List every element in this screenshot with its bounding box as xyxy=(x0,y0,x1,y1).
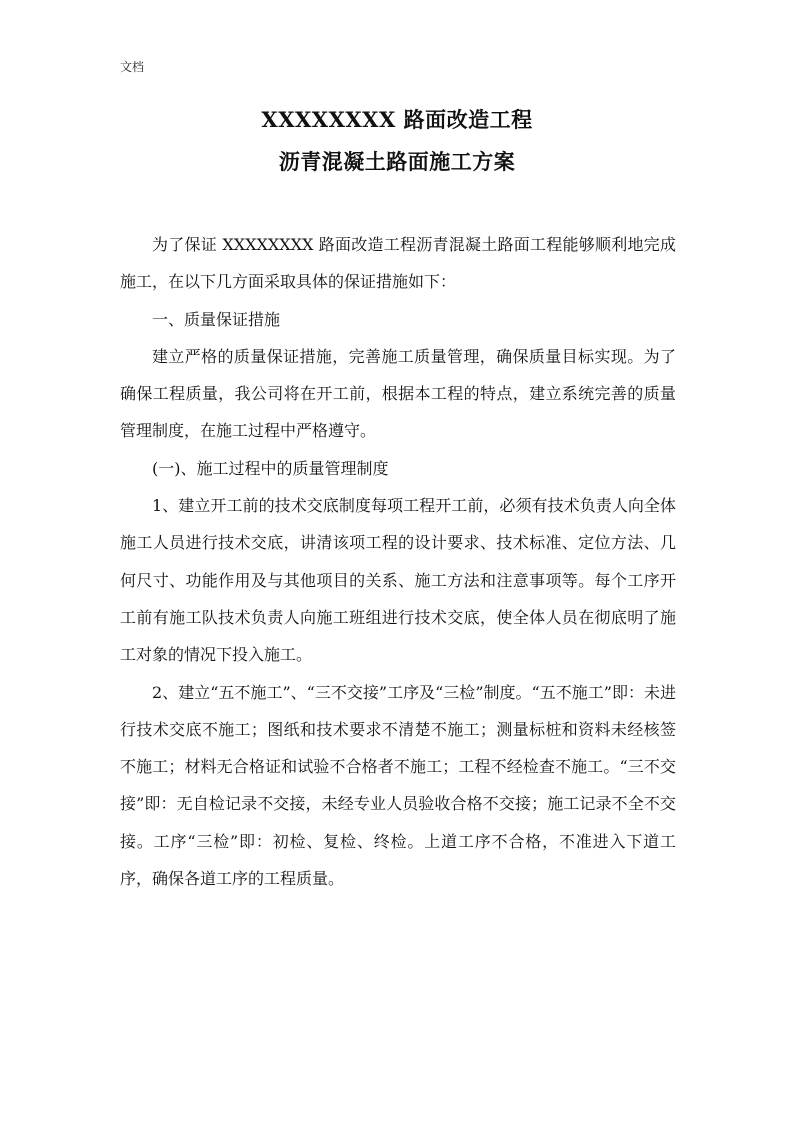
document-title: XXXXXXXX 路面改造工程 xyxy=(261,107,533,132)
paragraph-quality-measures: 建立严格的质量保证措施，完善施工质量管理，确保质量目标实现。为了确保工程质量，我公司将在开工前，根据本工程的特点，建立系统完善的质量管理制度，在施工过程中严格遵守。 xyxy=(120,346,676,441)
paragraph-intro: 为了保证 XXXXXXXX 路面改造工程沥青混凝土路面工程能够顺利地完成施工，在以下几方面采取具体的保证措施如下： xyxy=(120,235,676,292)
header-label: 文档 xyxy=(120,60,145,74)
document-subtitle: 沥青混凝土路面施工方案 xyxy=(278,149,516,174)
subsection-heading: (一)、施工过程中的质量管理制度 xyxy=(152,458,389,478)
paragraph-item-2: 2、建立“五不施工”、“三不交接”工序及“三检”制度。“五不施工”即：未进行技术交底不施工；图纸和技术要求不清楚不施工；测量标桩和资料未经核签不施工；材料无合格证和试验不合格者不施工；工程不经检查不施工。“三不交接”即：无自检记录不交接，未经专业人员验收合格不交接；施工记录不全不交接。工序“三检”即：初检、复检、终检。上道工序不合格，不准进入下道工序，确保各道工序的工程质量。 xyxy=(120,682,676,889)
document-body xyxy=(120,226,676,897)
paragraph-item-1: 1、建立开工前的技术交底制度每项工程开工前，必须有技术负责人向全体施工人员进行技术交底，讲清该项工程的设计要求、技术标准、定位方法、几何尺寸、功能作用及与其他项目的关系、施工方法和注意事项等。每个工序开工前有施工队技术负责人向施工班组进行技术交底，使全体人员在彻底明了施工对象的情况下投入施工。 xyxy=(120,496,676,665)
section-heading-quality: 一、质量保证措施 xyxy=(152,309,281,329)
